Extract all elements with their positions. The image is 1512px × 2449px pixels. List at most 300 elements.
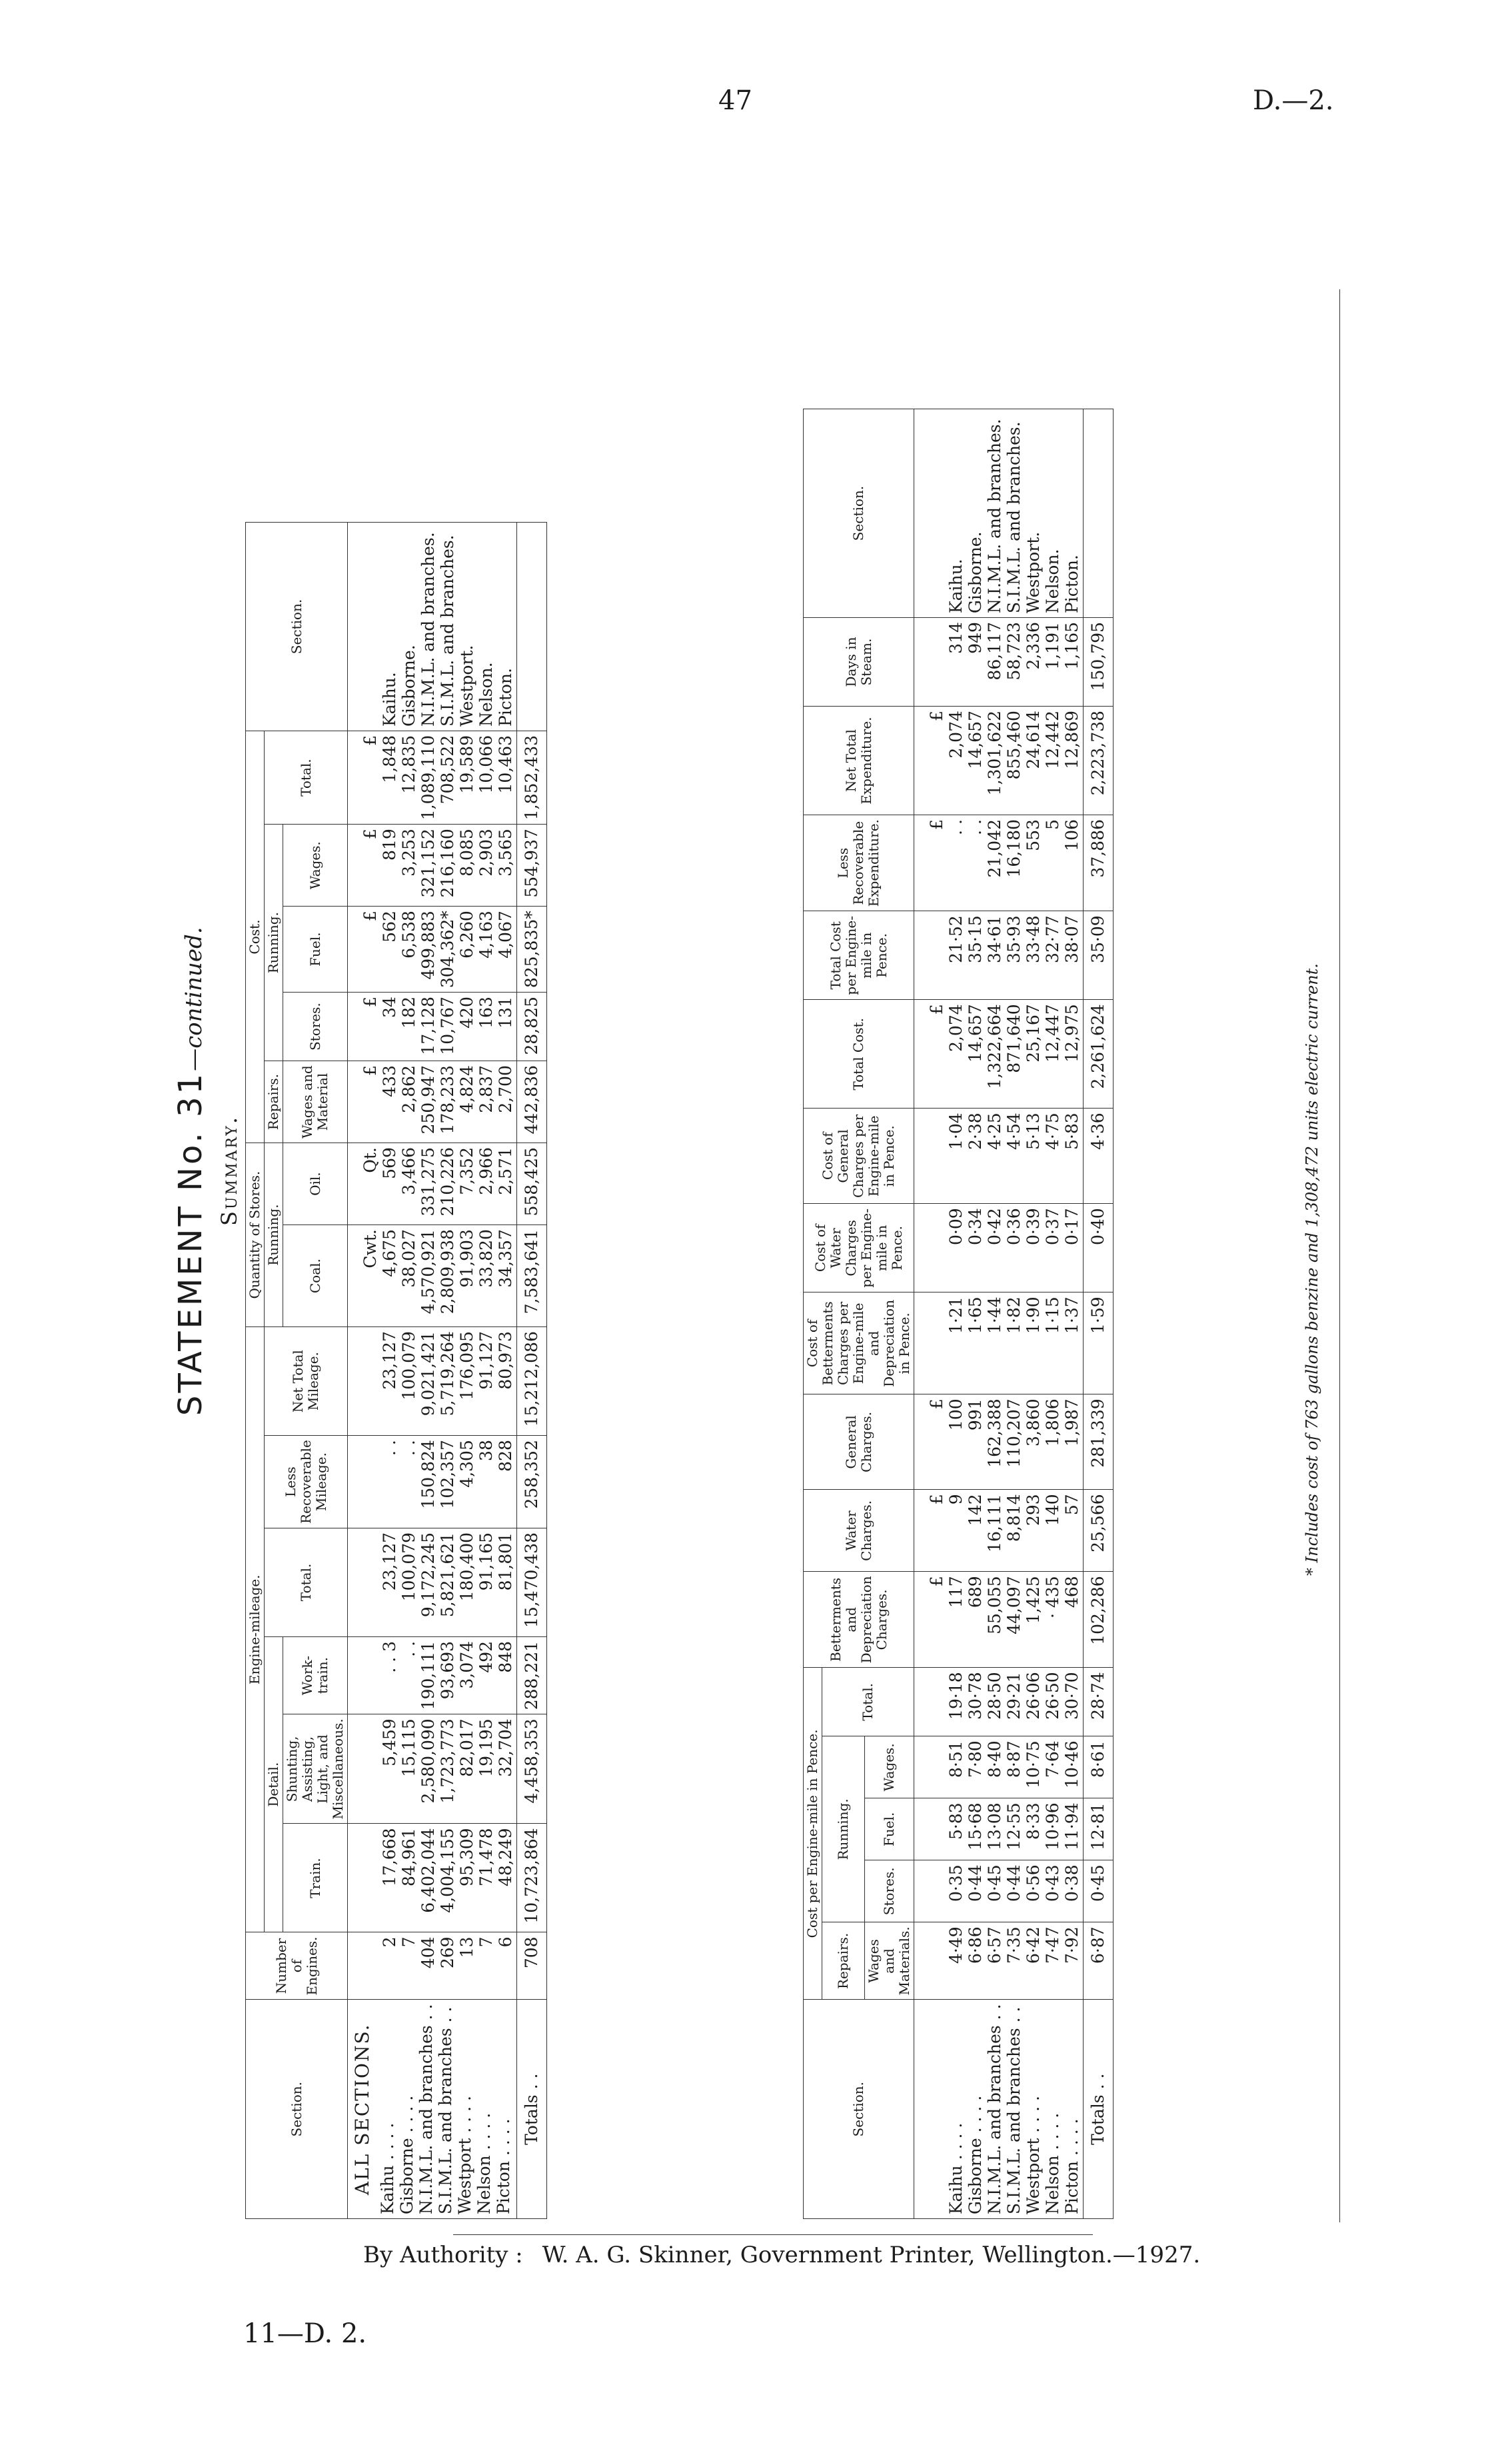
cell-less-recoverable [914,815,1084,911]
col-section-right: Section. [246,523,348,731]
col-train: Train. [283,1824,348,1932]
value: 5,821,621 [438,1532,457,1618]
value: 14,657 [966,1004,985,1063]
value: 0·38 [1062,1864,1082,1902]
total-total-cost: 2,261,624 [1084,1000,1114,1109]
value: 1,723,773 [438,1718,457,1804]
value: 689 [966,1576,985,1608]
col-fuel: Fuel. [865,1798,914,1860]
value: 1·37 [1062,1296,1082,1334]
value: 2,862 [399,1065,418,1113]
col-wages-materials: Wages and Materials. [865,1922,914,2000]
value: 7 [476,1936,496,1948]
value: 871,640 [1004,1004,1024,1073]
value: 2,074 [946,1004,966,1052]
value: 7·80 [966,1740,985,1778]
value: 81,801 [496,1532,515,1591]
value: 8·51 [946,1740,966,1778]
value: 1,806 [1043,1398,1062,1446]
cell-cost-betterments [914,1292,1084,1394]
value: 12,975 [1062,1004,1082,1063]
cell-cost-general [914,1109,1084,1204]
value: 1,089,110 [418,735,438,821]
unit-label: Qt. [361,1147,380,1173]
total-cost-water: 0·40 [1084,1204,1114,1292]
value: 82,017 [457,1718,476,1777]
statement-continued: —continued. [181,927,207,1071]
value: 4,163 [476,911,496,959]
value: 2,074 [946,711,966,759]
col-wages: Wages. [283,825,348,907]
value: 102,357 [438,1440,457,1509]
value: 8,085 [457,829,476,877]
value: 1·21 [946,1296,966,1334]
col-cost-betterments: Cost of Betterments Charges per Engine-mile and Depreciation in Pence. [804,1292,914,1394]
unit-label: £ [927,711,946,721]
total-coal: 7,583,641 [517,1225,547,1327]
value: 4,675 [380,1229,399,1277]
cell-num-engines [348,1932,517,2000]
value: 5,459 [380,1718,399,1766]
total-stores: 28,825 [517,993,547,1061]
value: 55,055 [985,1576,1004,1634]
unit-label: £ [361,1065,380,1077]
cell-train [348,1824,517,1932]
cell-net-total [348,1327,517,1436]
value: 6,260 [457,911,476,959]
unit-label: £ [361,829,380,840]
total-num-engines: 708 [517,1932,547,2000]
value: . . [966,819,985,835]
value: 19,195 [476,1718,496,1777]
col-days: Days in Steam. [804,618,914,707]
totals-row [517,523,547,2219]
value: 10,066 [476,735,496,794]
value: 17,668 [380,1828,399,1886]
value: 3,253 [399,829,418,877]
value: 48,249 [496,1828,515,1886]
row-section: S.I.M.L. and branches. [438,535,457,727]
row-section: N.I.M.L. and branches . . [416,2004,436,2214]
cell-section [914,2000,1084,2219]
cell-section-right [914,409,1084,618]
value: 404 [418,1936,438,1969]
col-water: Water Charges. [804,1490,914,1572]
value: 0·36 [1004,1208,1024,1246]
totals-blank [517,523,547,731]
total-less-recoverable: 258,352 [517,1436,547,1528]
value: 5·83 [946,1802,966,1840]
row-section: Westport . . . . [1024,2096,1043,2214]
value: 178,233 [438,1065,457,1135]
value: 331,275 [418,1147,438,1217]
value: 2,809,938 [438,1229,457,1314]
value: 182 [399,997,418,1029]
value: 100,079 [399,1331,418,1400]
cell-wages [348,825,517,907]
row-section: N.I.M.L. and branches. [418,532,438,727]
value: 708,522 [438,735,457,805]
total-wages: 8·61 [1084,1736,1114,1798]
value: 26·50 [1043,1672,1062,1720]
value: 34 [380,997,399,1018]
value: 21,042 [985,819,1004,878]
value: 140 [1043,1494,1062,1526]
cell-fuel [348,907,517,993]
total-cost-general: 4·36 [1084,1109,1114,1204]
cell-betterments [914,1572,1084,1668]
value: 269 [438,1936,457,1969]
value: 0·44 [966,1864,985,1902]
value: 162,388 [985,1398,1004,1468]
value: 10·46 [1062,1740,1082,1788]
row-section: Gisborne. [966,531,985,614]
col-total-cost: Total Cost. [804,1000,914,1109]
cell-coal [348,1225,517,1327]
value: 4,570,921 [418,1229,438,1314]
value: 216,160 [438,829,457,898]
value: 14,657 [966,711,985,769]
value: 492 [476,1640,496,1673]
col-total: Total. [265,1528,348,1636]
value: 24,614 [1024,711,1043,769]
value: 19·18 [946,1672,966,1720]
cell-stores [348,993,517,1061]
total-days: 150,795 [1084,618,1114,707]
row-section: Picton. [496,668,515,727]
value: 10·75 [1024,1740,1043,1788]
cell-repairs [914,1922,1084,2000]
value: 1,425 [1024,1576,1043,1624]
col-engine-mileage: Engine-mileage. [246,1327,265,1932]
value: 7·35 [1004,1926,1024,1964]
value: 553 [1024,819,1043,851]
value: 32·77 [1043,915,1062,963]
value: 30·70 [1062,1672,1082,1720]
value: 8·87 [1004,1740,1024,1778]
value: 8,814 [1004,1494,1024,1542]
value: 304,362* [438,911,457,989]
col-running-stores: Running. [265,1143,283,1327]
value: 0·17 [1062,1208,1082,1246]
total-oil: 558,425 [517,1143,547,1225]
value: 4·75 [1043,1113,1062,1151]
value: 4·25 [985,1113,1004,1151]
value: 6,402,044 [418,1828,438,1913]
total-work-train: 288,221 [517,1636,547,1714]
col-repairs: Repairs. [265,1061,283,1143]
value: 176,095 [457,1331,476,1400]
value: 91,165 [476,1532,496,1591]
row-section: Kaihu . . . . [946,2122,966,2214]
value: 44,097 [1004,1576,1024,1634]
value: 19,589 [457,735,476,794]
value: 1,848 [380,735,399,783]
value: 321,152 [418,829,438,898]
value: 562 [380,911,399,943]
value: 16,180 [1004,819,1024,878]
col-coal: Coal. [283,1225,348,1327]
row-section: Nelson. [476,662,496,727]
value: 855,460 [1004,711,1024,780]
row-section: Westport. [1024,531,1043,614]
cell-oil [348,1143,517,1225]
cell-total [914,1668,1084,1736]
total-train: 10,723,864 [517,1824,547,1932]
row-section: Kaihu. [946,559,966,614]
row-section: Gisborne . . . . [396,2095,416,2214]
value: 180,400 [457,1532,476,1602]
cell-total [348,1528,517,1636]
value: 12,869 [1062,711,1082,769]
value: 2,700 [496,1065,515,1113]
value: . . [946,819,966,835]
value: 32,704 [496,1718,515,1777]
value: 84,961 [399,1828,418,1886]
value: 1,191 [1043,622,1062,670]
value: 5 [1043,819,1062,830]
value: 35·15 [966,915,985,963]
col-section-right: Section. [804,409,914,618]
value: 1·90 [1024,1296,1043,1334]
value: 117 [946,1576,966,1608]
total-stores: 0·45 [1084,1860,1114,1922]
total-water: 25,566 [1084,1490,1114,1572]
value: 4,824 [457,1065,476,1113]
cell-total-cost-mile [914,911,1084,1000]
row-section: Picton . . . . [493,2118,513,2214]
col-total: Total. [822,1668,914,1736]
value: 5·13 [1024,1113,1043,1151]
total-total-cost-mile: 35·09 [1084,911,1114,1000]
value: 21·52 [946,915,966,963]
value: 38,027 [399,1229,418,1288]
value: 38·07 [1062,915,1082,963]
page-number: 47 [718,85,752,116]
col-cost-total: Total. [265,731,348,825]
value: . . 3 [380,1640,399,1673]
sheet-mark: 11—D. 2. [243,2318,367,2349]
imprint-top-rule [453,2234,1093,2235]
row-section: Picton . . . . [1062,2118,1082,2214]
row-section: Kaihu . . . . [377,2122,397,2214]
total-cost-betterments: 1·59 [1084,1292,1114,1394]
imprint-rule [1339,289,1340,2222]
row-section: Nelson . . . . [1043,2112,1062,2214]
col-running-cost: Running. [265,825,283,1061]
cell-stores [914,1860,1084,1922]
value: 0·35 [946,1864,966,1902]
value: 7·47 [1043,1926,1062,1964]
value: 8·40 [985,1740,1004,1778]
value: 28·50 [985,1672,1004,1720]
value: 17,128 [418,997,438,1055]
table-row [348,523,517,2219]
col-wages-material: Wages and Material [283,1061,348,1143]
value: 3,466 [399,1147,418,1195]
value: 3,860 [1024,1398,1043,1446]
col-stores: Stores. [865,1860,914,1922]
value: 0·42 [985,1208,1004,1246]
value: 6·86 [966,1926,985,1964]
col-betterments: Betterments and Depreciation Charges. [804,1572,914,1668]
value: 433 [380,1065,399,1097]
imprint [363,2242,1200,2268]
cell-work-train [348,1636,517,1714]
value: 131 [496,997,515,1029]
value: 1,301,622 [985,711,1004,796]
value: 9,172,245 [418,1532,438,1618]
col-work-train: Work-train. [283,1636,348,1714]
unit-label: £ [361,911,380,922]
total-fuel: 12·81 [1084,1798,1114,1860]
total-general: 281,339 [1084,1394,1114,1490]
col-wages: Wages. [865,1736,914,1798]
value: 15,115 [399,1718,418,1777]
value: 0·37 [1043,1208,1062,1246]
value: 468 [1062,1576,1082,1608]
row-section: Westport . . . . [454,2096,474,2214]
value: 1,165 [1062,622,1082,670]
col-stores: Stores. [283,993,348,1061]
col-cost-per-mile: Cost per Engine-mile in Pence. [804,1668,822,2000]
col-quantity-stores: Quantity of Stores. [246,1143,265,1327]
value: 0·34 [966,1208,985,1246]
col-cost: Cost. [246,731,265,1143]
value: 2,903 [476,829,496,877]
col-section: Section. [246,2000,348,2219]
value: 0·44 [1004,1864,1024,1902]
value: 2,336 [1024,622,1043,670]
value: 16,111 [985,1494,1004,1552]
col-cost-water: Cost of Water Charges per Engine-mile in Pence. [804,1204,914,1292]
col-total-cost-mile: Total Cost per Engine-mile in Pence. [804,911,914,1000]
col-less-recoverable: Less Recoverable Expenditure. [804,815,914,911]
value: . . [399,1440,418,1456]
value: 9 [946,1494,966,1505]
value: 10,767 [438,997,457,1055]
value: 7,352 [457,1147,476,1195]
value: 13 [457,1936,476,1958]
value: 3,565 [496,829,515,877]
value: 4,067 [496,911,515,959]
value: 34·61 [985,915,1004,963]
col-cost-general: Cost of General Charges per Engine-mile in Pence. [804,1109,914,1204]
value: 1,987 [1062,1398,1082,1446]
row-section: N.I.M.L. and branches . . [985,2004,1004,2214]
value: 6,538 [399,911,418,959]
value: 210,226 [438,1147,457,1217]
col-general: General Charges. [804,1394,914,1490]
value: 23,127 [380,1532,399,1591]
value: 0·45 [985,1864,1004,1902]
total-total: 15,470,438 [517,1528,547,1636]
value: 57 [1062,1494,1082,1516]
value: 420 [457,997,476,1029]
value: 93,693 [438,1640,457,1700]
value: 1·04 [946,1113,966,1151]
value: 0·39 [1024,1208,1043,1246]
col-running: Running. [822,1736,865,1922]
value: 100,079 [399,1532,418,1602]
value: 12,835 [399,735,418,794]
value: . . [399,1640,418,1657]
value: 100 [946,1398,966,1431]
value: 4,305 [457,1440,476,1488]
totals-label: Totals . . [517,2000,547,2219]
totals-blank [1084,409,1114,618]
value: 35·93 [1004,915,1024,963]
col-fuel: Fuel. [283,907,348,993]
col-shunting: Shunting, Assisting, Light, and Miscellaneous. [283,1714,348,1824]
value: 150,824 [418,1440,438,1509]
value: 5·83 [1062,1113,1082,1151]
col-less-recoverable: Less Recoverable Mileage. [265,1436,348,1528]
value: 10,463 [496,735,515,794]
value: 38 [476,1440,496,1461]
unit-label: £ [927,1398,946,1410]
unit-label: £ [927,1004,946,1015]
value: 26·06 [1024,1672,1043,1720]
value: 33,820 [476,1229,496,1288]
row-section: S.I.M.L. and branches. [1004,421,1024,614]
value: 1·15 [1043,1296,1062,1334]
row-section: Gisborne. [399,645,418,727]
value: 499,883 [418,911,438,980]
value: 6·42 [1024,1926,1043,1964]
value: 80,973 [496,1331,515,1390]
value: 828 [496,1440,515,1472]
totals-row [1084,409,1114,2219]
value: 293 [1024,1494,1043,1526]
cell-water [914,1490,1084,1572]
cell-fuel [914,1798,1084,1860]
total-total: 28·74 [1084,1668,1114,1736]
total-betterments: 102,286 [1084,1572,1114,1668]
cell-less-recoverable [348,1436,517,1528]
col-section: Section. [804,2000,914,2219]
cell-wages [914,1736,1084,1798]
value: 1·82 [1004,1296,1024,1334]
statement-summary: Summary. [217,1115,242,1226]
col-oil: Oil. [283,1143,348,1225]
cell-repairs [348,1061,517,1143]
value: 991 [966,1398,985,1431]
statement-title-text: STATEMENT No. 31 [172,1071,209,1416]
value: 2·38 [966,1113,985,1151]
row-section: S.I.M.L. and branches . . [435,2006,455,2214]
total-shunting: 4,458,353 [517,1714,547,1824]
cell-section-right [348,523,517,731]
value: 4,004,155 [438,1828,457,1913]
row-section: N.I.M.L. and branches. [985,419,1004,614]
statement-title [172,927,209,1416]
value: 190,111 [418,1640,438,1710]
value: 250,947 [418,1065,438,1135]
value: 3,074 [457,1640,476,1689]
unit-label: £ [927,1494,946,1505]
value: 0·43 [1043,1864,1062,1902]
row-section: S.I.M.L. and branches . . [1004,2006,1024,2214]
value: 6·57 [985,1926,1004,1964]
row-section: Nelson . . . . [474,2112,494,2214]
value: 15·68 [966,1802,985,1850]
unit-label: £ [361,735,380,746]
row-section: Gisborne . . . . [966,2095,985,2214]
value: 8·33 [1024,1802,1043,1840]
value: 33·48 [1024,915,1043,963]
value: 0·09 [946,1208,966,1246]
